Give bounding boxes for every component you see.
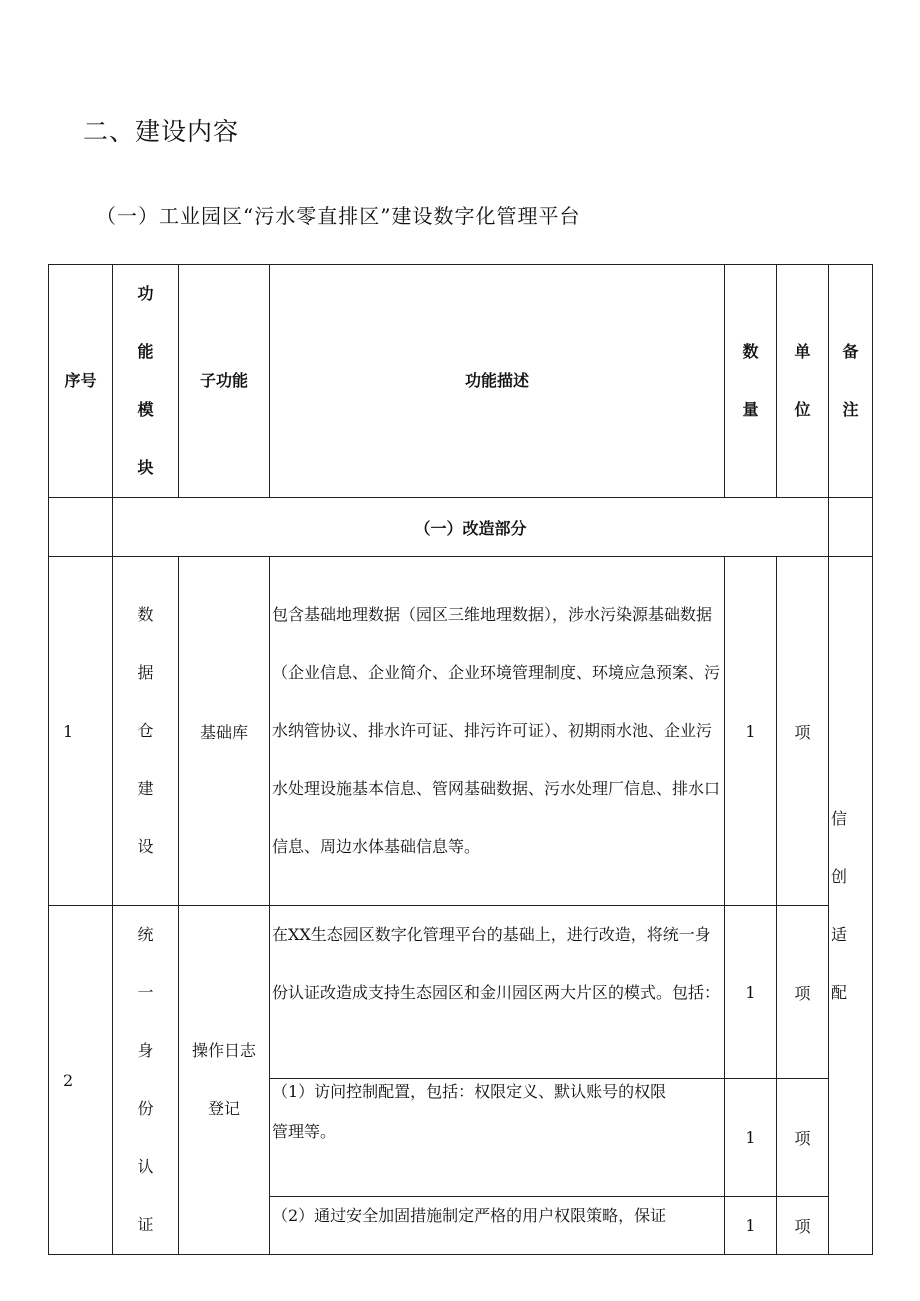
row2-item3-quantity: 1 xyxy=(725,1197,777,1255)
header-remark: 备注 xyxy=(829,265,873,498)
row1-subfunction: 基础库 xyxy=(179,557,270,906)
row2-item1-unit: 项 xyxy=(777,906,829,1079)
subsection-heading: （一）工业园区“污水零直排区”建设数字化管理平台 xyxy=(96,204,581,228)
row1-quantity: 1 xyxy=(725,557,777,906)
row2-subfunction: 操作日志登记 xyxy=(179,906,270,1255)
row2-item2-description: （1）访问控制配置，包括：权限定义、默认账号的权限 管理等。 xyxy=(270,1079,725,1197)
remark-cell xyxy=(829,557,873,1255)
section-remark-cell xyxy=(829,498,873,557)
row2-item1-quantity: 1 xyxy=(725,906,777,1079)
section-heading: 二、建设内容 xyxy=(83,117,240,146)
row2-item3-description: （2）通过安全加固措施制定严格的用户权限策略，保证 xyxy=(270,1197,725,1255)
function-table xyxy=(48,264,873,1255)
row2-item3-unit: 项 xyxy=(777,1197,829,1255)
row1-description: 包含基础地理数据（园区三维地理数据），涉水污染源基础数据（企业信息、企业简介、企业环境管理制度、环境应急预案、污水纳管协议、排水许可证、排污许可证）、初期雨水池、企业污水处理设施基本信息、管网基础数据、污水处理厂信息、排水口信息、周边水体基础信息等。 xyxy=(270,557,725,906)
row1-seq: 1 xyxy=(49,557,113,906)
table-row xyxy=(49,906,873,1079)
header-module: 功能模块 xyxy=(113,265,179,498)
row2-item2-quantity: 1 xyxy=(725,1079,777,1197)
header-description: 功能描述 xyxy=(270,265,725,498)
table-row xyxy=(49,557,873,906)
row2-item2-unit: 项 xyxy=(777,1079,829,1197)
header-subfunction: 子功能 xyxy=(179,265,270,498)
header-unit: 单位 xyxy=(777,265,829,498)
section-title: （一）改造部分 xyxy=(113,498,829,557)
row2-module: 统一身份认证 xyxy=(113,906,179,1255)
header-seq: 序号 xyxy=(49,265,113,498)
section-row xyxy=(49,498,873,557)
remark-text: 信创适配 xyxy=(831,808,848,1002)
row2-item1-description: 在XX生态园区数字化管理平台的基础上，进行改造，将统一身份认证改造成支持生态园区和金川园区两大片区的模式。包括： xyxy=(270,906,725,1079)
row1-module: 数据仓建设 xyxy=(113,557,179,906)
header-quantity: 数量 xyxy=(725,265,777,498)
row1-unit: 项 xyxy=(777,557,829,906)
section-seq-cell xyxy=(49,498,113,557)
row2-seq: 2 xyxy=(49,906,113,1255)
table-header-row xyxy=(49,265,873,498)
